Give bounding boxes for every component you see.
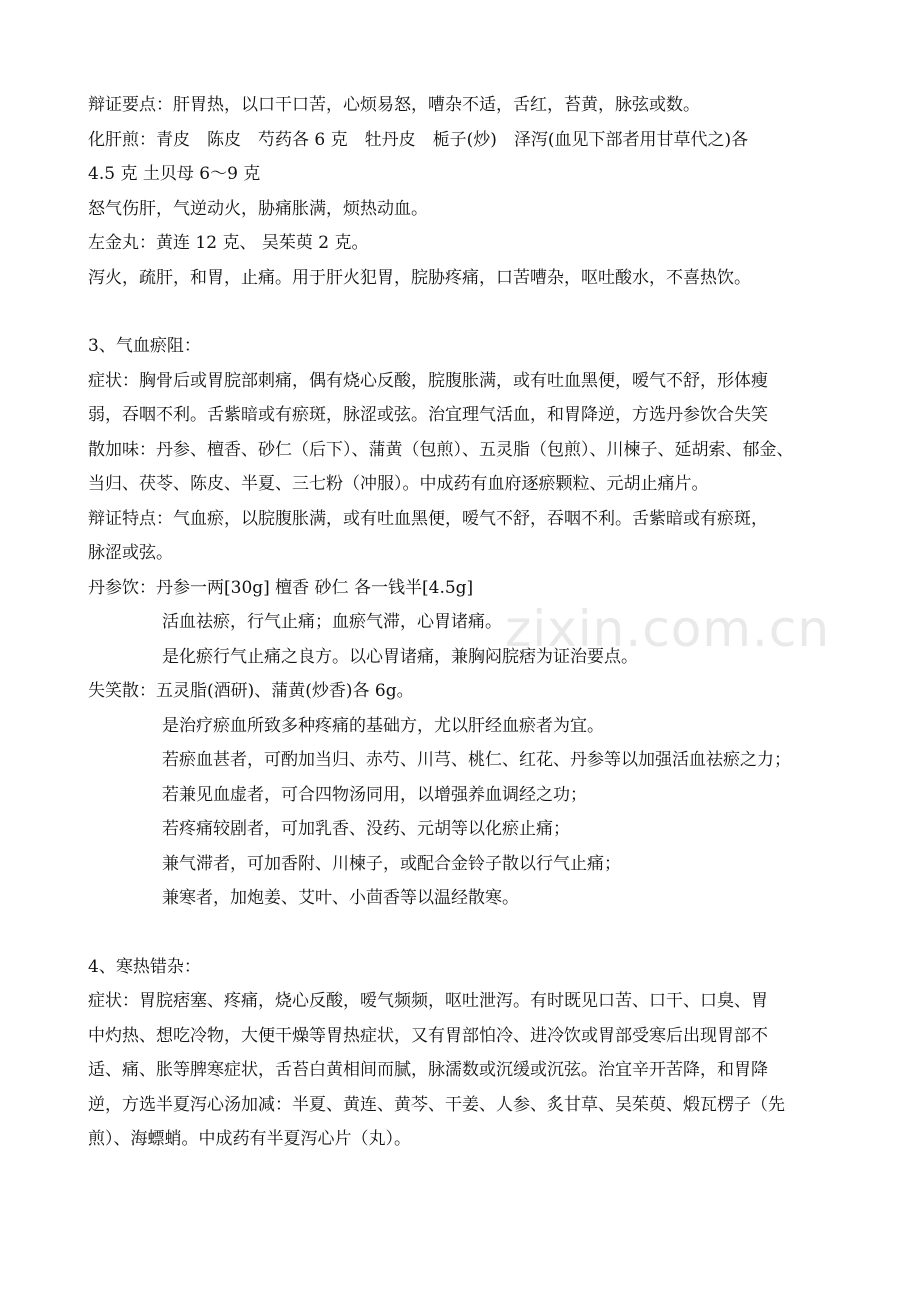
paragraph-gap	[88, 295, 833, 329]
text-line: 失笑散：五灵脂(酒研)、蒲黄(炒香)各 6g。	[88, 681, 414, 701]
indented-line: 兼寒者，加炮姜、艾叶、小茴香等以温经散寒。	[162, 888, 519, 908]
indented-line: 是化瘀行气止痛之良方。以心胃诸痛，兼胸闷脘痞为证治要点。	[162, 646, 638, 667]
text-line: 辩证要点：肝胃热，以口干口苦，心烦易怒，嘈杂不适，舌红，苔黄，脉弦或数。	[88, 95, 700, 115]
text-line: 泻火，疏肝，和胃，止痛。用于肝火犯胃，脘胁疼痛，口苦嘈杂，呕吐酸水，不喜热饮。	[88, 267, 751, 288]
text-line: 丹参饮：丹参一两[30g] 檀香 砂仁 各一钱半[4.5g]	[88, 577, 474, 598]
text-line: 4.5 克 土贝母 6～9 克	[88, 164, 261, 184]
text-line: 逆，方选半夏泻心汤加减：半夏、黄连、黄芩、干姜、人参、炙甘草、吴茱萸、煅瓦楞子（先	[88, 1094, 785, 1115]
text-line: 当归、茯苓、陈皮、半夏、三七粉（冲服）。中成药有血府逐瘀颗粒、元胡止痛片。	[88, 474, 709, 494]
text-line: 症状：胸骨后或胃脘部刺痛，偶有烧心反酸，脘腹胀满，或有吐血黑便，嗳气不舒，形体瘦	[88, 370, 768, 391]
text-line: 左金丸：黄连 12 克、 吴茱萸 2 克。	[88, 233, 369, 253]
text-line: 适、痛、胀等脾寒症状，舌苔白黄相间而腻，脉濡数或沉缓或沉弦。治宜辛开苦降，和胃降	[88, 1060, 768, 1080]
indented-line: 若瘀血甚者，可酌加当归、赤芍、川芎、桃仁、红花、丹参等以加强活血祛瘀之力；	[162, 750, 791, 770]
text-line: 散加味：丹参、檀香、砂仁（后下）、蒲黄（包煎）、五灵脂（包煎）、川楝子、延胡索、郁金、	[88, 439, 794, 460]
indented-line: 兼气滞者，可加香附、川楝子，或配合金铃子散以行气止痛；	[162, 853, 621, 874]
watermark: zixin.com.cn	[505, 600, 831, 658]
document-page	[88, 88, 833, 1157]
indented-line: 是治疗瘀血所致多种疼痛的基础方，尤以肝经血瘀者为宜。	[162, 715, 604, 736]
text-line: 中灼热、想吃冷物，大便干燥等胃热症状，又有胃部怕冷、进冷饮或胃部受寒后出现胃部不	[88, 1025, 768, 1046]
paragraph-gap	[88, 916, 833, 950]
indented-line: 活血祛瘀，行气止痛；血瘀气滞，心胃诸痛。	[162, 612, 502, 632]
text-line: 化肝煎：青皮 陈皮 芍药各 6 克 牡丹皮 栀子(炒) 泽泻(血见下部者用甘草代之)各	[88, 129, 749, 150]
text-line: 煎）、海螵蛸。中成药有半夏泻心片（丸）。	[88, 1129, 411, 1149]
text-line: 症状：胃脘痞塞、疼痛，烧心反酸，嗳气频频，呕吐泄泻。有时既见口苦、口干、口臭、胃	[88, 991, 768, 1011]
indented-line: 若疼痛较剧者，可加乳香、没药、元胡等以化瘀止痛；	[162, 819, 570, 839]
text-line: 怒气伤肝，气逆动火，胁痛胀满，烦热动血。	[88, 198, 428, 219]
text-line: 脉涩或弦。	[88, 543, 173, 563]
section-heading-3: 3、气血瘀阻：	[88, 336, 201, 356]
indented-line: 若兼见血虚者，可合四物汤同用，以增强养血调经之功；	[162, 784, 587, 805]
text-line: 辩证特点：气血瘀，以脘腹胀满，或有吐血黑便，嗳气不舒，吞咽不利。舌紫暗或有瘀斑，	[88, 508, 768, 529]
text-line: 弱，吞咽不利。舌紫暗或有瘀斑，脉涩或弦。治宜理气活血，和胃降逆，方选丹参饮合失笑	[88, 405, 768, 425]
section-heading-4: 4、寒热错杂：	[88, 956, 201, 977]
